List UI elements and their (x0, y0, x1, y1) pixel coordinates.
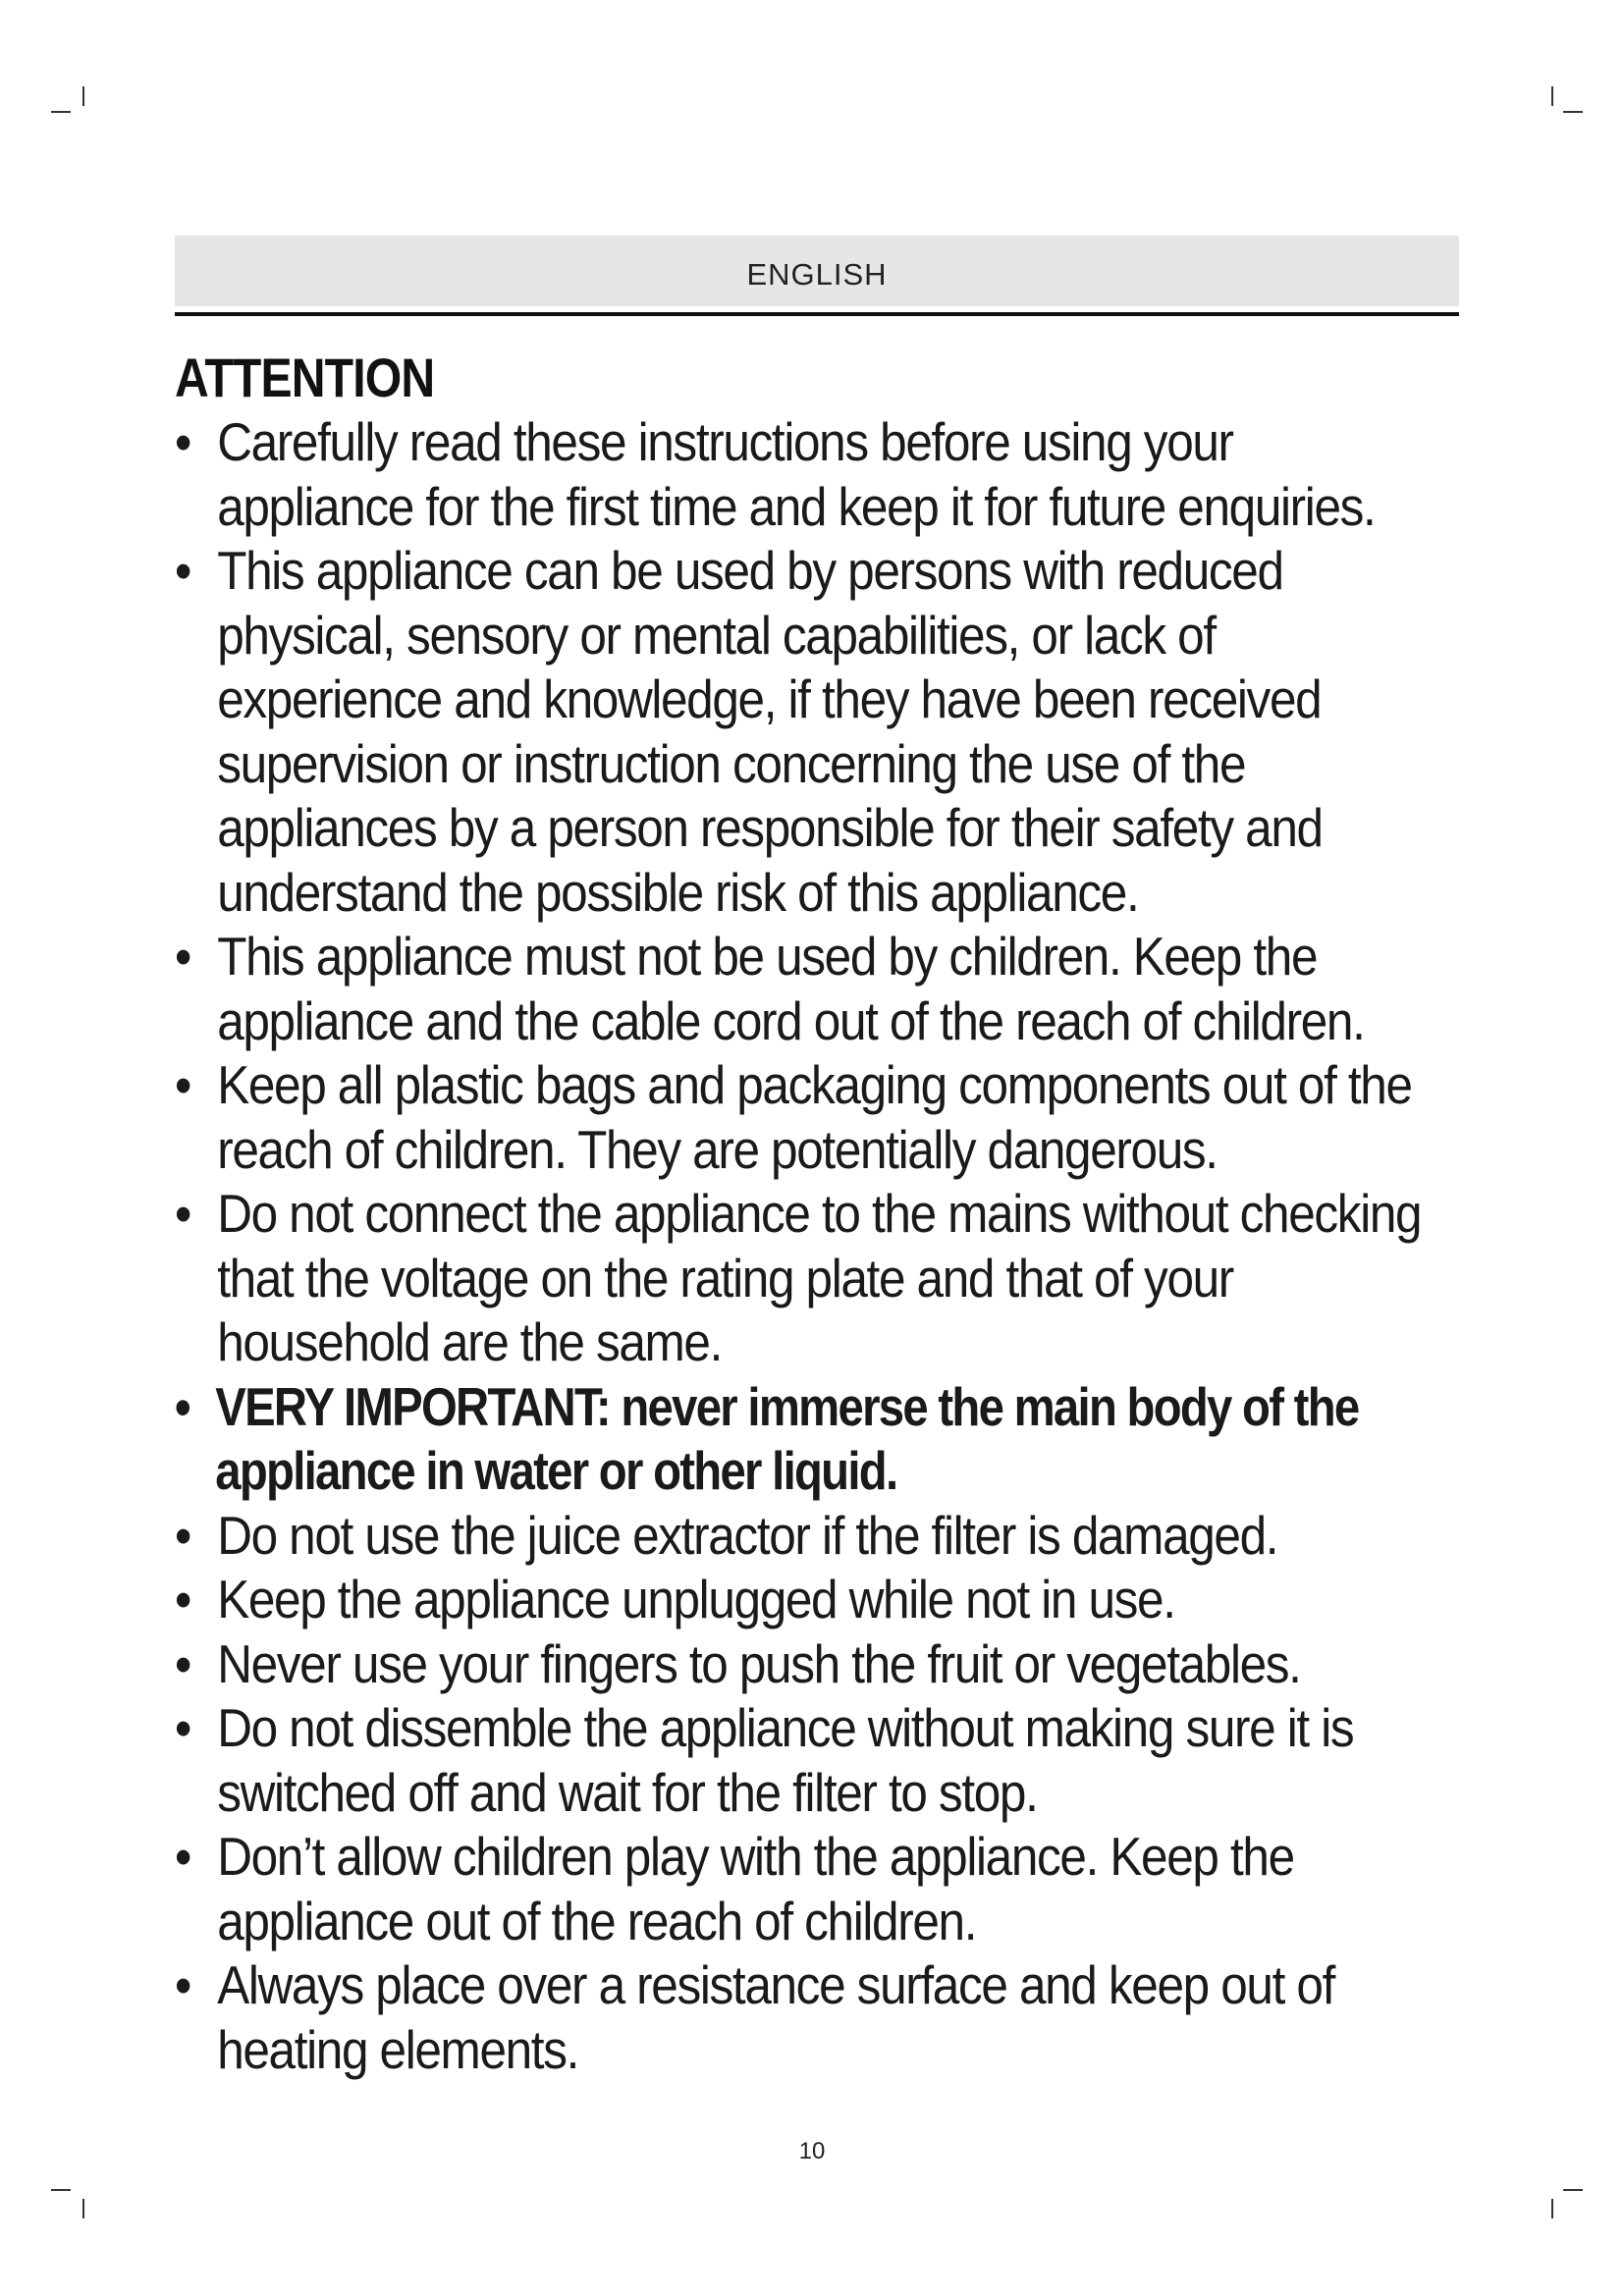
bullet: • (175, 1954, 190, 2015)
list-item-important (175, 1375, 1423, 1504)
list-item-text: Never use your fingers to push the fruit or vegetables. (217, 1632, 1301, 1694)
bullet: • (175, 1504, 190, 1566)
bullet: • (175, 926, 190, 987)
list-item (175, 925, 1428, 1053)
attention-section (175, 346, 1471, 2082)
crop-mark-bottom-right-v (1551, 2199, 1553, 2218)
list-item-text: Carefully read these instructions before using your appliance for the first time and keep it for future enquiries. (217, 411, 1376, 537)
list-item (175, 1632, 1428, 1697)
list-item-text: Keep all plastic bags and packaging components out of the reach of children. They are potentially dangerous. (217, 1054, 1412, 1180)
bullet: • (175, 411, 190, 472)
bullet: • (175, 1826, 190, 1887)
bullet: • (175, 1697, 190, 1758)
list-item-text: Don’t allow children play with the appliance. Keep the appliance out of the reach of children. (217, 1826, 1294, 1951)
list-item-text: Do not connect the appliance to the mains without checking that the voltage on the rating plate and that of your household are the same. (217, 1183, 1422, 1372)
crop-mark-bottom-left-h (51, 2189, 71, 2191)
list-item (175, 539, 1428, 925)
section-title: ATTENTION (175, 347, 435, 408)
crop-mark-top-left-h (51, 111, 71, 113)
list-item (175, 1953, 1428, 2082)
list-item-text: Keep the appliance unplugged while not in use. (217, 1569, 1175, 1629)
crop-mark-top-right-h (1563, 111, 1583, 113)
list-item-text: Do not use the juice extractor if the filter is damaged. (217, 1504, 1278, 1566)
bullet: • (175, 1054, 190, 1115)
language-label: ENGLISH (746, 257, 888, 292)
language-header (175, 236, 1459, 306)
bullet: • (175, 1569, 190, 1629)
list-item (175, 410, 1428, 539)
list-item (175, 1696, 1428, 1825)
list-item (175, 1504, 1428, 1569)
list-item (175, 1825, 1428, 1953)
list-item-text: This appliance must not be used by children. Keep the appliance and the cable cord out of the reach of children. (217, 926, 1365, 1051)
page-number: 10 (798, 2138, 826, 2164)
crop-mark-bottom-right-h (1563, 2189, 1583, 2191)
warning-list (175, 410, 1471, 2082)
list-item-text: This appliance can be used by persons with reduced physical, sensory or mental capabilities, or lack of experience and knowledge, if they have been received supervision or instruction concerning the use of the appliances by a person responsible for their safety and understand the possible risk of this appliance. (217, 540, 1323, 923)
crop-mark-bottom-left-v (82, 2199, 84, 2218)
bullet: • (175, 1375, 189, 1437)
bullet: • (175, 1632, 190, 1694)
bullet: • (175, 1183, 190, 1244)
list-item (175, 1182, 1428, 1375)
list-item-text: Do not dissemble the appliance without making sure it is switched off and wait for the filter to stop. (217, 1697, 1354, 1823)
header-divider (175, 312, 1459, 316)
list-item (175, 1568, 1428, 1632)
list-item-text: Always place over a resistance surface and keep out of heating elements. (217, 1954, 1334, 2080)
crop-mark-top-left-v (82, 86, 84, 106)
crop-mark-top-right-v (1551, 86, 1553, 106)
list-item (175, 1053, 1428, 1182)
list-item-text: VERY IMPORTANT: never immerse the main body of the appliance in water or other liquid. (215, 1375, 1359, 1501)
bullet: • (175, 540, 190, 601)
